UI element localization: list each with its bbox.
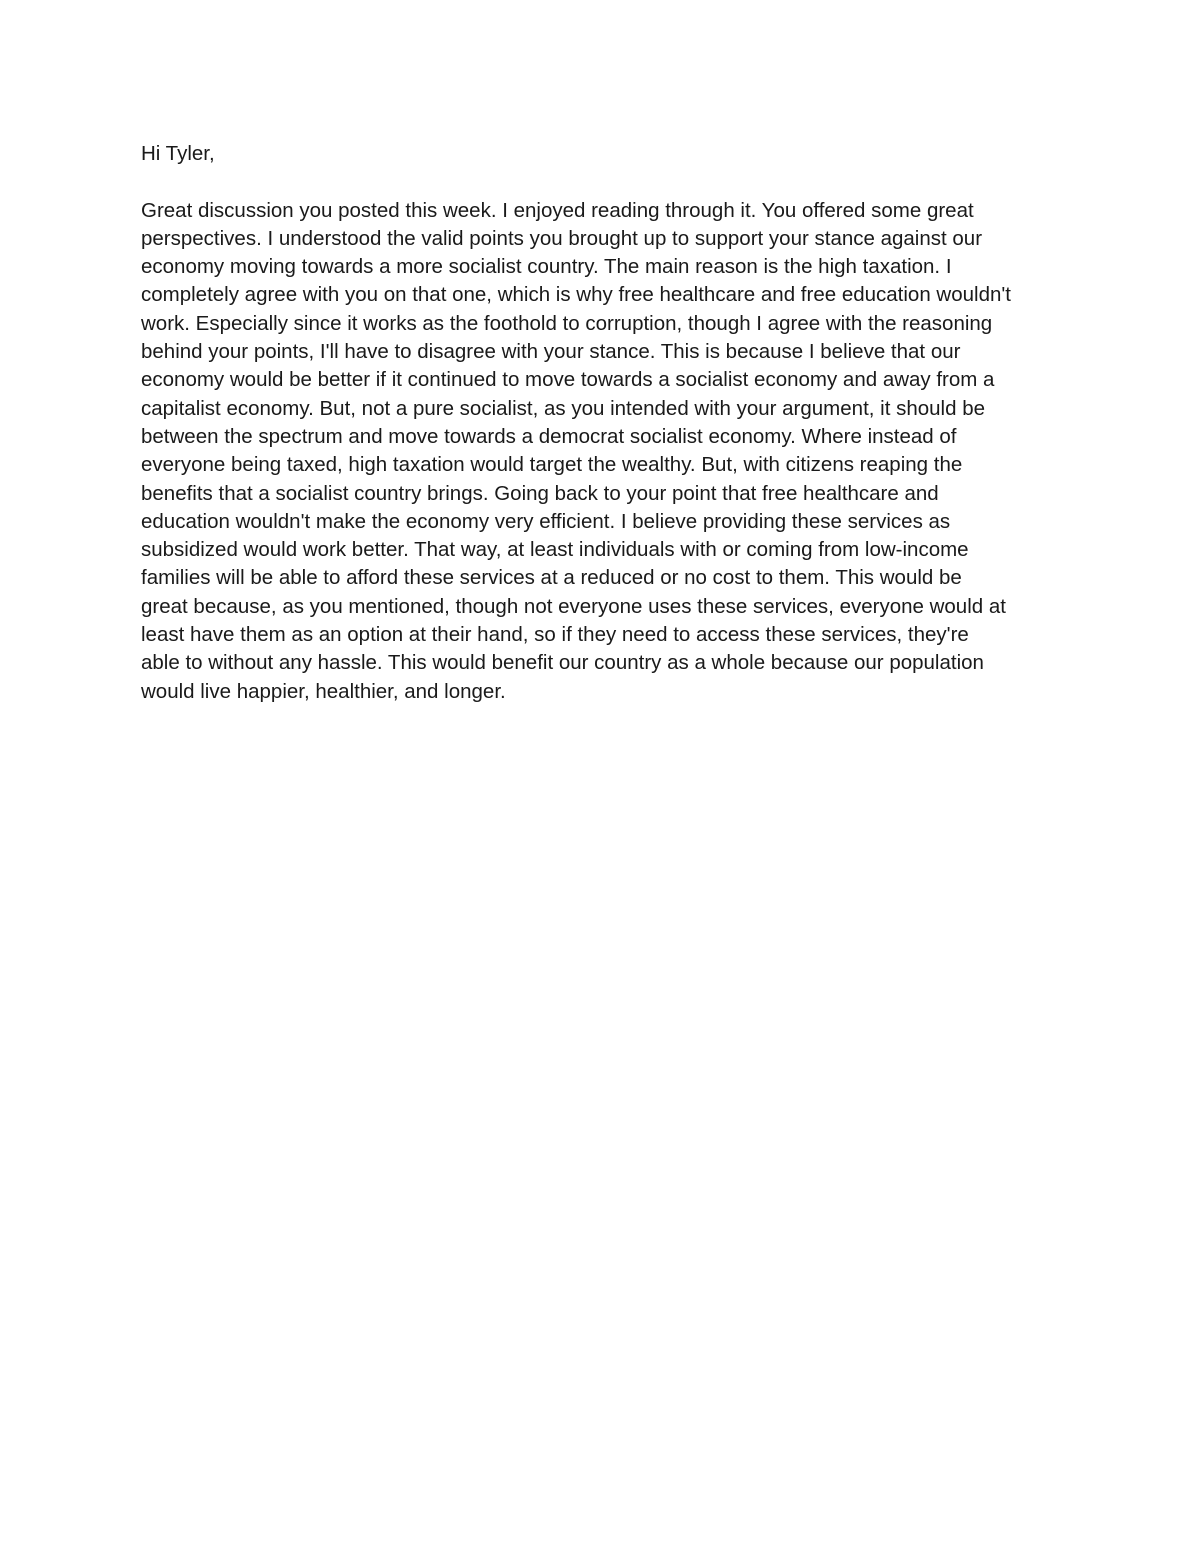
body-line: benefits that a socialist country brings. Going back to your point that free healthcare and xyxy=(141,481,939,505)
body-line: completely agree with you on that one, which is why free healthcare and free education wouldn't xyxy=(141,283,1011,307)
letter-content xyxy=(141,140,1066,706)
body-line: economy would be better if it continued to move towards a socialist economy and away from a xyxy=(141,368,995,392)
body-line: least have them as an option at their hand, so if they need to access these services, they're xyxy=(141,623,969,647)
body-line: families will be able to afford these services at a reduced or no cost to them. This would be xyxy=(141,566,962,590)
body-line: subsidized would work better. That way, at least individuals with or coming from low-income xyxy=(141,538,969,562)
body-line: between the spectrum and move towards a democrat socialist economy. Where instead of xyxy=(141,424,957,448)
body-line: work. Especially since it works as the foothold to corruption, though I agree with the reasoning xyxy=(141,311,993,335)
body-line: behind your points, I'll have to disagree with your stance. This is because I believe that our xyxy=(141,340,961,364)
body-line: everyone being taxed, high taxation would target the wealthy. But, with citizens reaping the xyxy=(141,453,963,477)
body-line: able to without any hassle. This would benefit our country as a whole because our population xyxy=(141,651,984,675)
body-line: capitalist economy. But, not a pure socialist, as you intended with your argument, it should be xyxy=(141,396,986,420)
body-line: great because, as you mentioned, though not everyone uses these services, everyone would at xyxy=(141,594,1006,618)
letter-body xyxy=(141,197,1066,706)
body-line: would live happier, healthier, and longer. xyxy=(141,679,506,703)
body-line: perspectives. I understood the valid points you brought up to support your stance against our xyxy=(141,226,983,250)
letter-greeting: Hi Tyler, xyxy=(141,142,215,165)
body-line: education wouldn't make the economy very efficient. I believe providing these services as xyxy=(141,509,951,533)
body-line: economy moving towards a more socialist country. The main reason is the high taxation. I xyxy=(141,255,952,279)
body-line: Great discussion you posted this week. I enjoyed reading through it. You offered some great xyxy=(141,198,974,222)
